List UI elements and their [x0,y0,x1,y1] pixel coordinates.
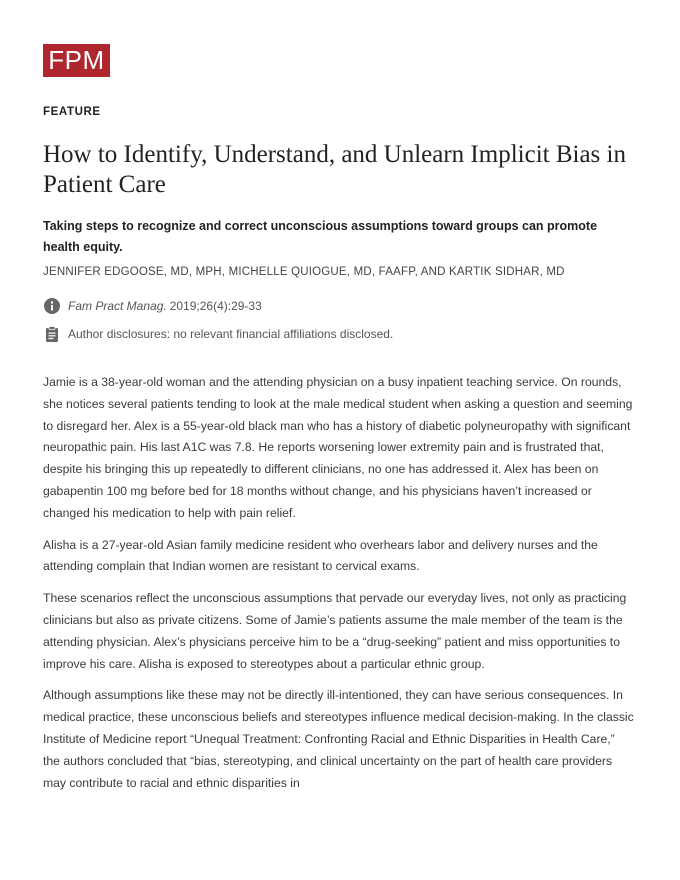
info-icon[interactable] [43,297,61,315]
article-authors: JENNIFER EDGOOSE, MD, MPH, MICHELLE QUIOGUE, MD, FAAFP, AND KARTIK SIDHAR, MD [43,266,565,278]
body-paragraph: Jamie is a 38-year-old woman and the attending physician on a busy inpatient teaching service. On rounds, she notices several patients tending to look at the male medical student when asking a question and seeming to disregard her. Alex is a 55-year-old black man who has a history of diabetic polyneuropathy with significant neuropathic pain. His last A1C was 7.8. He reports worsening lower extremity pain and is frustrated that, despite his bringing this up repeatedly to different clinicians, no one has addressed it. Alex has been on gabapentin 100 mg before bed for 18 months without change, and his physicians haven’t increased or changed his medication to help with pain relief. [43,375,633,520]
citation-journal: Fam Pract Manag. [68,299,167,313]
article-kicker: FEATURE [43,106,101,118]
fpm-logo[interactable]: FPM [43,44,110,77]
citation-row [43,297,262,315]
article-dek: Taking steps to recognize and correct unconscious assumptions toward groups can promote health equity. [43,219,598,254]
clipboard-icon[interactable] [43,325,61,343]
body-paragraph: These scenarios reflect the unconscious assumptions that pervade our everyday lives, not only as practicing clinicians but also as private citizens. Some of Jamie’s patients assume the male member of the team is the attending physician. Alex’s physicians perceive him to be a “drug-seeking” patient and miss opportunities to improve his care. Alisha is exposed to stereotypes about a particular ethnic group. [43,591,627,671]
body-paragraph: Although assumptions like these may not be directly ill-intentioned, they can have serious consequences. In medical practice, these unconscious beliefs and stereotypes influence medical decision-making. In the classic Institute of Medicine report “Unequal Treatment: Confronting Racial and Ethnic Disparities in Health Care,” the authors concluded that “bias, stereotyping, and clinical uncertainty on the part of health care providers may contribute to racial and ethnic disparities in [43,688,634,790]
article-title: How to Identify, Understand, and Unlearn Implicit Bias in Patient Care [43,141,626,198]
article-body [43,372,635,804]
disclosure-row [43,325,393,343]
body-paragraph: Alisha is a 27-year-old Asian family medicine resident who overhears labor and delivery nurses and the attending complain that Indian women are resistant to cervical exams. [43,537,598,574]
disclosure-text: Author disclosures: no relevant financial affiliations disclosed. [68,327,394,341]
citation-details: 2019;26(4):29-33 [169,299,262,313]
